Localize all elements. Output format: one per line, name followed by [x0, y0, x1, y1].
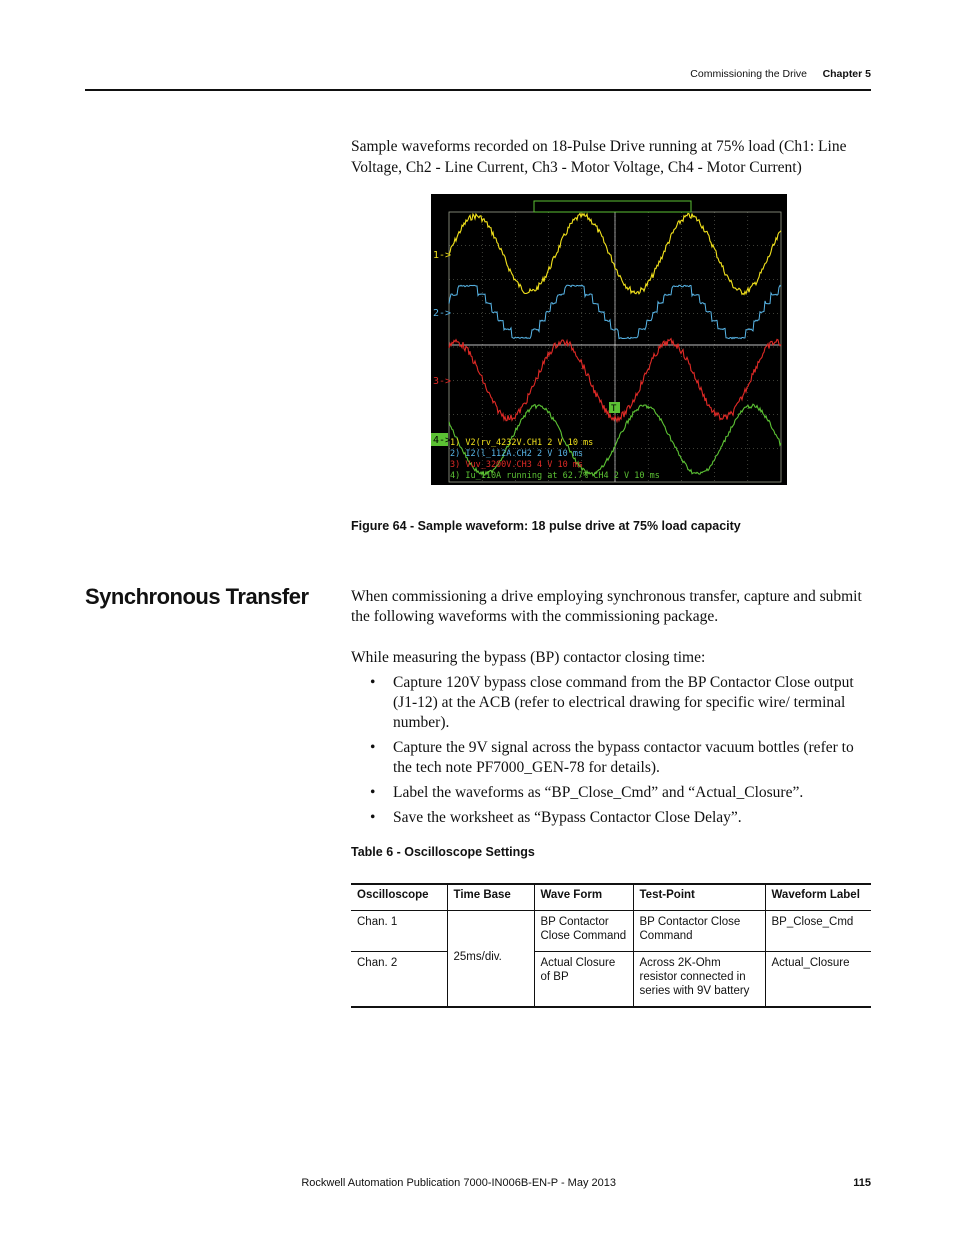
table-cell: Across 2K-Ohm resistor connected in series with 9V battery	[633, 952, 765, 1008]
table-cell: Actual_Closure	[765, 952, 871, 1008]
bullet-glyph: •	[370, 739, 376, 756]
oscilloscope-settings-table	[351, 883, 871, 1008]
header-section-title: Commissioning the Drive	[690, 68, 807, 80]
list-item-text: Label the waveforms as “BP_Close_Cmd” and “Actual_Closure”.	[393, 784, 804, 801]
list-item	[370, 783, 871, 803]
page-header	[85, 68, 871, 82]
ch3-marker: 3->	[433, 376, 452, 387]
column-header: Waveform Label	[765, 884, 871, 911]
oscilloscope-screenshot	[431, 194, 787, 485]
readout-ch1: 1) V2(rv_4232V.CH1 2 V 10 ms	[450, 438, 594, 448]
list-item	[370, 738, 871, 778]
page-number: 115	[853, 1177, 871, 1189]
column-header: Time Base	[447, 884, 534, 911]
page-footer	[85, 1177, 871, 1191]
figure-intro-text: Sample waveforms recorded on 18-Pulse Drive running at 75% load (Ch1: Line Voltage, Ch2 - Line Current, Ch3 - Motor Voltage, Ch4 - Motor Current)	[351, 138, 847, 176]
paragraph: When commissioning a drive employing synchronous transfer, capture and submit the following waveforms with the commissioning package.	[351, 588, 862, 625]
list-item-text: Capture the 9V signal across the bypass contactor vacuum bottles (refer to the tech note PF7000_GEN-78 for details).	[393, 739, 854, 776]
readout-ch2: 2) I2(l_112A.CH2 2 V 10 ms	[450, 449, 584, 459]
list-item-text: Save the worksheet as “Bypass Contactor Close Delay”.	[393, 809, 742, 826]
bullet-glyph: •	[370, 784, 376, 801]
header-rule	[85, 89, 871, 91]
bullet-glyph: •	[370, 809, 376, 826]
column-header: Wave Form	[534, 884, 633, 911]
ch1-marker: 1->	[433, 250, 452, 261]
list-item	[370, 808, 871, 828]
table-cell: Actual Closure of BP	[534, 952, 633, 1008]
table-row	[351, 911, 871, 952]
column-header: Oscilloscope	[351, 884, 447, 911]
publication-id: Rockwell Automation Publication 7000-IN006B-EN-P - May 2013	[301, 1177, 616, 1189]
list-item	[370, 673, 871, 733]
column-header: Test-Point	[633, 884, 765, 911]
section-title: Synchronous Transfer	[85, 584, 309, 609]
table-cell: Chan. 1	[351, 911, 447, 952]
ch2-marker: 2->	[433, 308, 452, 319]
table-cell: Chan. 2	[351, 952, 447, 1008]
paragraph: While measuring the bypass (BP) contactor closing time:	[351, 649, 706, 666]
ch4-marker: 4->	[433, 435, 452, 446]
table-cell: BP Contactor Close Command	[633, 911, 765, 952]
bullet-glyph: •	[370, 674, 376, 691]
readout-ch3: 3) Vuv_3200V.CH3 4 V 10 ms	[450, 460, 584, 470]
table-row	[351, 952, 871, 1008]
bullet-list	[370, 673, 871, 833]
table-cell: BP Contactor Close Command	[534, 911, 633, 952]
trigger-marker: T	[611, 404, 617, 414]
table-header-row	[351, 884, 871, 911]
table-cell: BP_Close_Cmd	[765, 911, 871, 952]
readout-ch4: 4) Iu_110A running at 62.7% CH4 2 V 10 ms	[450, 471, 660, 481]
figure-caption: Figure 64 - Sample waveform: 18 pulse drive at 75% load capacity	[351, 519, 741, 533]
table-caption: Table 6 - Oscilloscope Settings	[351, 845, 535, 859]
table-cell-time-base: 25ms/div.	[447, 911, 534, 1008]
list-item-text: Capture 120V bypass close command from the BP Contactor Close output (J1-12) at the ACB (refer to electrical drawing for specific wire/ terminal number).	[393, 674, 854, 731]
header-chapter: Chapter 5	[822, 68, 871, 80]
